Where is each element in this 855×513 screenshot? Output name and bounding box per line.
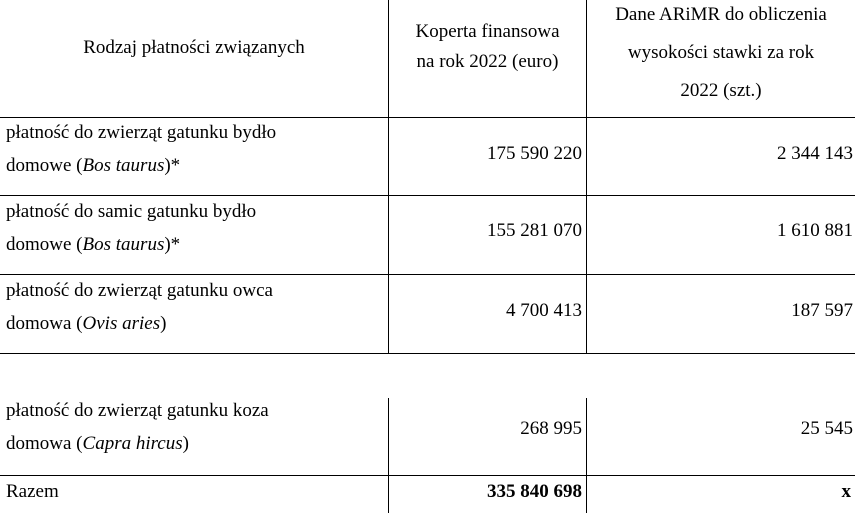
envelope-value: 268 995 [520, 418, 582, 439]
arimr-value: 2 344 143 [777, 143, 853, 164]
header-envelope: Koperta finansowa na rok 2022 (euro) [415, 21, 560, 72]
total-label: Razem [6, 481, 59, 502]
arimr-value: 1 610 881 [777, 220, 853, 241]
arimr-value: 25 545 [800, 418, 853, 439]
table-row-label: płatność do zwierząt gatunku bydło domowe (Bos taurus)* [6, 116, 386, 182]
species-line: domowa (Ovis aries) [6, 313, 167, 334]
header-arimr: Dane ARiMR do obliczenia wysokości stawki za rok 2022 (szt.) [615, 4, 827, 101]
row-divider [0, 353, 855, 354]
envelope-value: 4 700 413 [506, 300, 582, 321]
envelope-value: 175 590 220 [487, 143, 582, 164]
arimr-value: 187 597 [791, 300, 853, 321]
species-line: domowe (Bos taurus)* [6, 234, 181, 255]
header-type: Rodzaj płatności związanych [83, 37, 305, 58]
total-envelope-value: 335 840 698 [487, 481, 582, 502]
envelope-value: 155 281 070 [487, 220, 582, 241]
species-line: domowe (Bos taurus)* [6, 155, 181, 176]
table-row-label: płatność do zwierząt gatunku owca domowa (Ovis aries) [6, 274, 386, 340]
species-line: domowa (Capra hircus) [6, 433, 189, 454]
table-row-label: płatność do samic gatunku bydło domowe (Bos taurus)* [6, 195, 386, 261]
total-arimr-value: x [841, 481, 851, 502]
table-row-label: płatność do zwierząt gatunku koza domowa (Capra hircus) [6, 394, 386, 460]
